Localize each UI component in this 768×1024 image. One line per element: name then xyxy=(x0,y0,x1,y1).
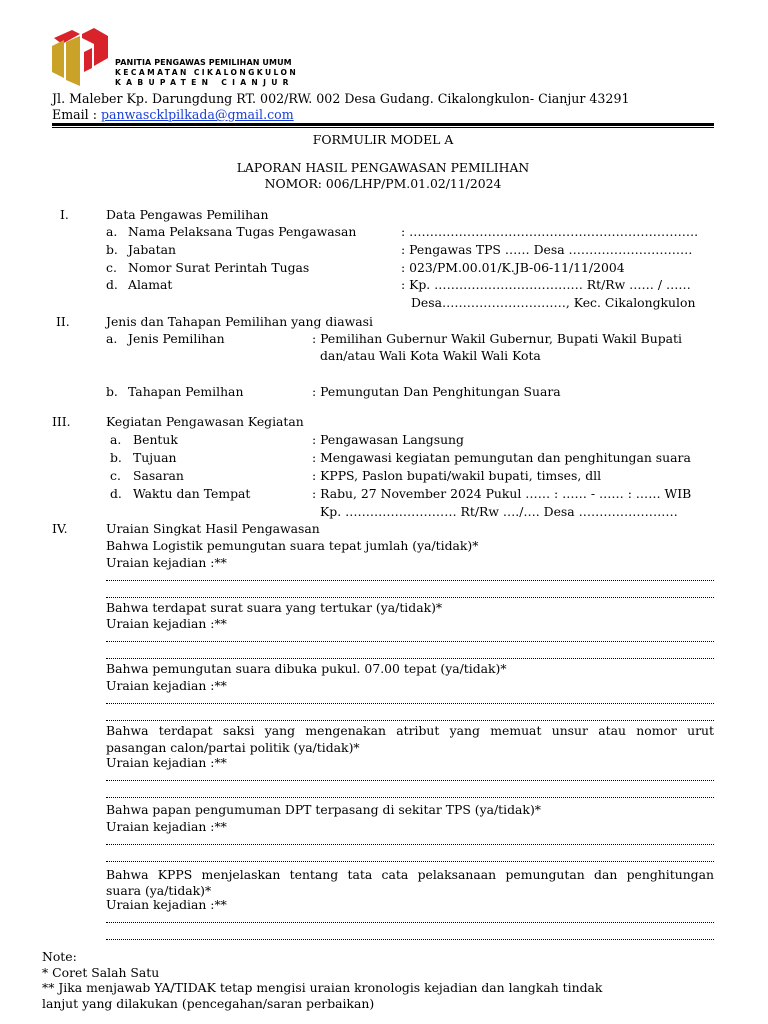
section-2-number: II. xyxy=(56,314,70,329)
field-value-time-place: : Rabu, 27 November 2024 Pukul …… : …… - …… : …… WIB xyxy=(312,486,692,501)
field-value-form: : Pengawasan Langsung xyxy=(312,432,464,447)
incident-label: Uraian kejadian :** xyxy=(106,555,227,570)
answer-line xyxy=(106,702,714,704)
field-value-purpose: : Mengawasi kegiatan pemungutan dan penghitungan suara xyxy=(312,450,691,465)
field-value-order-number: : 023/PM.00.01/K.JB-06-11/11/2004 xyxy=(401,260,625,275)
field-label-time-place: Waktu dan Tempat xyxy=(133,486,251,501)
bawaslu-logo xyxy=(50,28,112,90)
incident-label: Uraian kejadian :** xyxy=(106,678,227,693)
field-label-form: Bentuk xyxy=(133,432,178,447)
answer-line xyxy=(106,657,714,659)
field-label-order-number: Nomor Surat Perintah Tugas xyxy=(128,260,310,275)
field-value-address-cont: Desa…………………………, Kec. Cikalongkulon xyxy=(411,295,696,310)
answer-line xyxy=(106,719,714,721)
question-kpps-explanation-cont: suara (ya/tidak)* xyxy=(106,883,212,898)
incident-label: Uraian kejadian :** xyxy=(106,616,227,631)
item-letter: c. xyxy=(110,468,121,483)
field-label-target: Sasaran xyxy=(133,468,184,483)
report-number: NOMOR: 006/LHP/PM.01.02/11/2024 xyxy=(264,176,502,191)
item-letter: b. xyxy=(110,450,122,465)
header-divider-thin xyxy=(52,127,714,128)
item-letter: d. xyxy=(106,277,118,292)
incident-label: Uraian kejadian :** xyxy=(106,819,227,834)
answer-line xyxy=(106,843,714,845)
answer-line xyxy=(106,860,714,862)
form-title: FORMULIR MODEL A xyxy=(312,132,454,147)
question-witness-attributes: Bahwa terdapat saksi yang mengenakan atribut yang memuat unsur atau nomor urut xyxy=(106,723,714,738)
answer-line xyxy=(106,796,714,798)
question-opening-time: Bahwa pemungutan suara dibuka pukul. 07.00 tepat (ya/tidak)* xyxy=(106,661,507,676)
field-label-election-type: Jenis Pemilihan xyxy=(128,331,225,346)
field-value-position: : Pengawas TPS …… Desa ………………………… xyxy=(401,242,693,257)
item-letter: a. xyxy=(106,224,118,239)
section-2-heading: Jenis dan Tahapan Pemilihan yang diawasi xyxy=(106,314,373,329)
header-email xyxy=(52,106,294,123)
incident-label: Uraian kejadian :** xyxy=(106,755,227,770)
field-value-election-type: : Pemilihan Gubernur Wakil Gubernur, Bupati Wakil Bupati xyxy=(312,331,682,346)
note-line-1: * Coret Salah Satu xyxy=(42,965,160,980)
section-1-heading: Data Pengawas Pemilihan xyxy=(106,207,269,222)
org-line-3: KABUPATEN CIANJUR xyxy=(115,78,294,87)
item-letter: a. xyxy=(110,432,122,447)
section-4-number: IV. xyxy=(52,521,68,536)
answer-line xyxy=(106,938,714,940)
field-label-stage: Tahapan Pemilhan xyxy=(128,384,244,399)
section-3-number: III. xyxy=(52,414,71,429)
email-label: Email : xyxy=(52,107,101,122)
question-logistics: Bahwa Logistik pemungutan suara tepat jumlah (ya/tidak)* xyxy=(106,538,479,553)
header-divider-thick xyxy=(52,123,714,126)
answer-line xyxy=(106,779,714,781)
field-value-place-cont: Kp. ……………………… Rt/Rw …./…. Desa …………………… xyxy=(320,504,678,519)
org-line-1: PANITIA PENGAWAS PEMILIHAN UMUM xyxy=(115,58,292,67)
email-link[interactable]: panwascklpilkada@gmail.com xyxy=(100,107,294,122)
field-label-position: Jabatan xyxy=(128,242,177,257)
item-letter: c. xyxy=(106,260,117,275)
note-label: Note: xyxy=(42,949,77,964)
organization-name xyxy=(115,58,298,88)
item-letter: b. xyxy=(106,242,118,257)
answer-line xyxy=(106,579,714,581)
section-4-heading: Uraian Singkat Hasil Pengawasan xyxy=(106,521,320,536)
section-3-heading: Kegiatan Pengawasan Kegiatan xyxy=(106,414,304,429)
question-kpps-explanation: Bahwa KPPS menjelaskan tentang tata cata pelaksanaan pemungutan dan penghitungan xyxy=(106,867,714,882)
header-address: Jl. Maleber Kp. Darungdung RT. 002/RW. 002 Desa Gudang. Cikalongkulon- Cianjur 43291 xyxy=(52,91,630,106)
question-swapped-ballots: Bahwa terdapat surat suara yang tertukar (ya/tidak)* xyxy=(106,600,443,615)
answer-line xyxy=(106,640,714,642)
field-value-address: : Kp. ……………………………… Rt/Rw …… / …… xyxy=(401,277,691,292)
org-line-2: KECAMATAN CIKALONGKULON xyxy=(115,68,299,77)
item-letter: d. xyxy=(110,486,122,501)
item-letter: a. xyxy=(106,331,118,346)
report-title: LAPORAN HASIL PENGAWASAN PEMILIHAN xyxy=(236,160,530,175)
field-value-election-type-cont: dan/atau Wali Kota Wakil Wali Kota xyxy=(320,348,541,363)
field-label-address: Alamat xyxy=(128,277,173,292)
question-witness-attributes-cont: pasangan calon/partai politik (ya/tidak)* xyxy=(106,740,360,755)
field-label-purpose: Tujuan xyxy=(133,450,177,465)
section-1-number: I. xyxy=(60,207,69,222)
incident-label: Uraian kejadian :** xyxy=(106,897,227,912)
note-line-2: ** Jika menjawab YA/TIDAK tetap mengisi uraian kronologis kejadian dan langkah tindak xyxy=(42,980,603,995)
field-value-name: : ……………………………………………………………. xyxy=(401,224,699,239)
field-value-stage: : Pemungutan Dan Penghitungan Suara xyxy=(312,384,561,399)
answer-line xyxy=(106,596,714,598)
question-dpt-board: Bahwa papan pengumuman DPT terpasang di sekitar TPS (ya/tidak)* xyxy=(106,802,541,817)
note-line-3: lanjut yang dilakukan (pencegahan/saran perbaikan) xyxy=(42,996,375,1011)
item-letter: b. xyxy=(106,384,118,399)
answer-line xyxy=(106,921,714,923)
field-value-target: : KPPS, Paslon bupati/wakil bupati, timses, dll xyxy=(312,468,602,483)
field-label-name: Nama Pelaksana Tugas Pengawasan xyxy=(128,224,357,239)
